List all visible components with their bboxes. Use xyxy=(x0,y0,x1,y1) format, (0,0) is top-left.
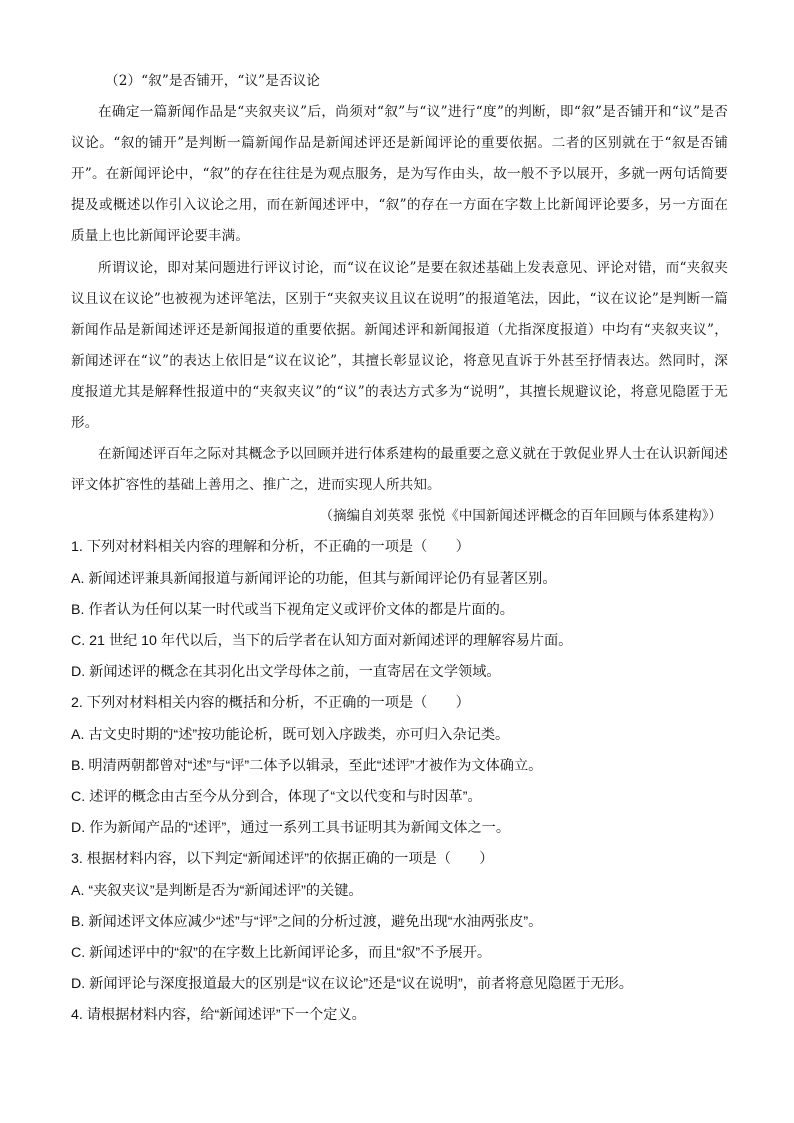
option-d: D. 新闻评论与深度报道最大的区别是“议在议论”还是“议在说明”，前者将意见隐匿于无形。 xyxy=(71,976,633,993)
option-b: B. 作者认为任何以某一时代或当下视角定义或评价文体的都是片面的。 xyxy=(71,601,514,618)
question-stem: 3. 根据材料内容，以下判定“新闻述评”的依据正确的一项是（ ） xyxy=(71,851,494,868)
question-stem: 1. 下列对材料相关内容的理解和分析，不正确的一项是（ ） xyxy=(71,539,470,556)
passage-paragraph-1: 在确定一篇新闻作品是“夹叙夹议”后，尚须对“叙”与“议”进行“度”的判断，即“叙”是否铺开和“议”是否议论。“叙的铺开”是判断一篇新闻作品是新闻述评还是新闻评论的重要依据。二者的区别就在于“叙是否铺开”。在新闻评论中，“叙”的存在往往是为观点服务，是为写作由头，故一般不予以展开，多就一两句话简要提及或概述以作引入议论之用，而在新闻述评中，“叙”的存在一方面在字数上比新闻评论要多，另一方面在质量上也比新闻评论要丰满。 xyxy=(71,104,728,245)
option-a: A. “夹叙夹议”是判断是否为“新闻述评”的关键。 xyxy=(71,882,363,899)
option-d: D. 作为新闻产品的“述评”，通过一系列工具书证明其为新闻文体之一。 xyxy=(71,820,511,837)
option-c: C. 述评的概念由古至今从分到合，体现了“文以代变和与时因革”。 xyxy=(71,788,482,805)
section-subheading: （2）“叙”是否铺开，“议”是否议论 xyxy=(105,73,320,89)
option-a: A. 古文史时期的“述”按功能论析，既可划入序跋类，亦可归入杂记类。 xyxy=(71,726,510,743)
reading-passage xyxy=(71,66,728,532)
question-1 xyxy=(71,532,728,688)
question-stem: 2. 下列对材料相关内容的概括和分析，不正确的一项是（ ） xyxy=(71,695,470,712)
passage-paragraph-2: 所谓议论，即对某问题进行评议讨论，而“议在议论”是要在叙述基础上发表意见、评论对错，而“夹叙夹议且议在议论”也被视为述评笔法，区别于“夹叙夹议且议在说明”的报道笔法，因此，“议在议论”是判断一篇新闻作品是新闻述评还是新闻报道的重要依据。新闻述评和新闻报道（尤指深度报道）中均有“夹叙夹议”，新闻述评在“议”的表达上依旧是“议在议论”，其擅长彰显议论，将意见直诉于外甚至抒情表达。然同时，深度报道尤其是解释性报道中的“夹叙夹议”的“议”的表达方式多为“说明”，其擅长规避议论，将意见隐匿于无形。 xyxy=(71,259,728,432)
source-citation: （摘编自刘英翠 张悦《中国新闻述评概念的百年回顾与体系建构》） xyxy=(319,509,722,525)
passage-paragraph-3: 在新闻述评百年之际对其概念予以回顾并进行体系建构的最重要之意义就在于敦促业界人士在认识新闻述评文体扩容性的基础上善用之、推广之，进而实现人所共知。 xyxy=(71,446,728,494)
option-a: A. 新闻述评兼具新闻报道与新闻评论的功能，但其与新闻评论仍有显著区别。 xyxy=(71,570,557,587)
option-b: B. 新闻述评文体应减少“述”与“评”之间的分析过渡，避免出现“水油两张皮”。 xyxy=(71,913,543,930)
option-b: B. 明清两朝都曾对“述”与“评”二体予以辑录，至此“述评”才被作为文体确立。 xyxy=(71,757,543,774)
question-4 xyxy=(71,1000,728,1031)
question-stem: 4. 请根据材料内容，给“新闻述评”下一个定义。 xyxy=(71,1007,366,1024)
question-3 xyxy=(71,844,728,1000)
question-2 xyxy=(71,688,728,844)
option-d: D. 新闻述评的概念在其羽化出文学母体之前，一直寄居在文学领域。 xyxy=(71,664,501,681)
option-c: C. 21 世纪 10 年代以后，当下的后学者在认知方面对新闻述评的理解容易片面。 xyxy=(71,632,573,649)
question-list xyxy=(71,532,728,1031)
option-c: C. 新闻述评中的“叙”的在字数上比新闻评论多，而且“叙”不予展开。 xyxy=(71,944,492,961)
